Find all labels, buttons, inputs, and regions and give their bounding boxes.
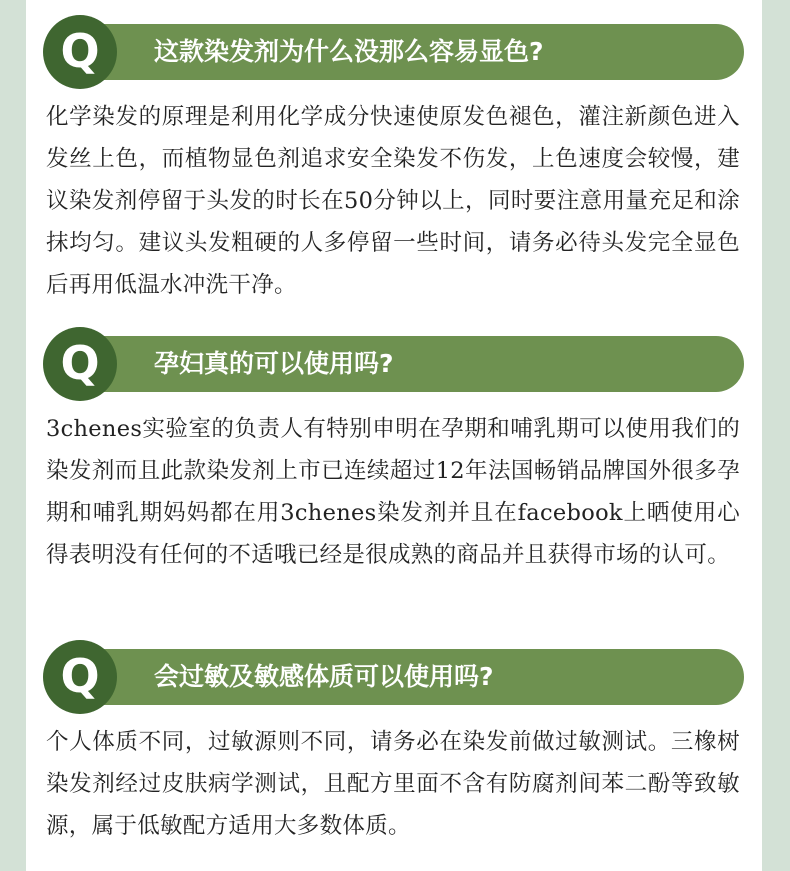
question-bar: [92, 649, 744, 705]
q-badge-icon: [44, 328, 116, 400]
q-badge-icon: [44, 641, 116, 713]
answer-text: 3chenes实验室的负责人有特别申明在孕期和哺乳期可以使用我们的染发剂而且此款染发剂上市已连续超过12年法国畅销品牌国外很多孕期和哺乳期妈妈都在用3chenes染发剂并且在facebook上晒使用心得表明没有任何的不适哦已经是很成熟的商品并且获得市场的认可。: [46, 416, 740, 568]
faq-card: [26, 0, 762, 871]
question-text: 孕妇真的可以使用吗?: [154, 349, 394, 378]
q-letter: Q: [60, 336, 100, 390]
answer-text: 化学染发的原理是利用化学成分快速使原发色褪色，灌注新颜色进入发丝上色，而植物显色剂追求安全染发不伤发，上色速度会较慢，建议染发剂停留于头发的时长在50分钟以上，同时要注意用量充足和涂抹均匀。建议头发粗硬的人多停留一些时间，请务必待头发完全显色后再用低温水冲洗干净。: [46, 104, 740, 298]
question-text: 这款染发剂为什么没那么容易显色?: [154, 37, 544, 66]
q-badge-icon: [44, 16, 116, 88]
answer-text: 个人体质不同，过敏源则不同，请务必在染发前做过敏测试。三橡树染发剂经过皮肤病学测试，且配方里面不含有防腐剂间苯二酚等致敏源，属于低敏配方适用大多数体质。: [46, 729, 740, 839]
q-letter: Q: [60, 649, 100, 703]
question-text: 会过敏及敏感体质可以使用吗?: [154, 662, 494, 691]
q-letter: Q: [60, 24, 100, 78]
question-bar: [92, 24, 744, 80]
question-bar: [92, 336, 744, 392]
